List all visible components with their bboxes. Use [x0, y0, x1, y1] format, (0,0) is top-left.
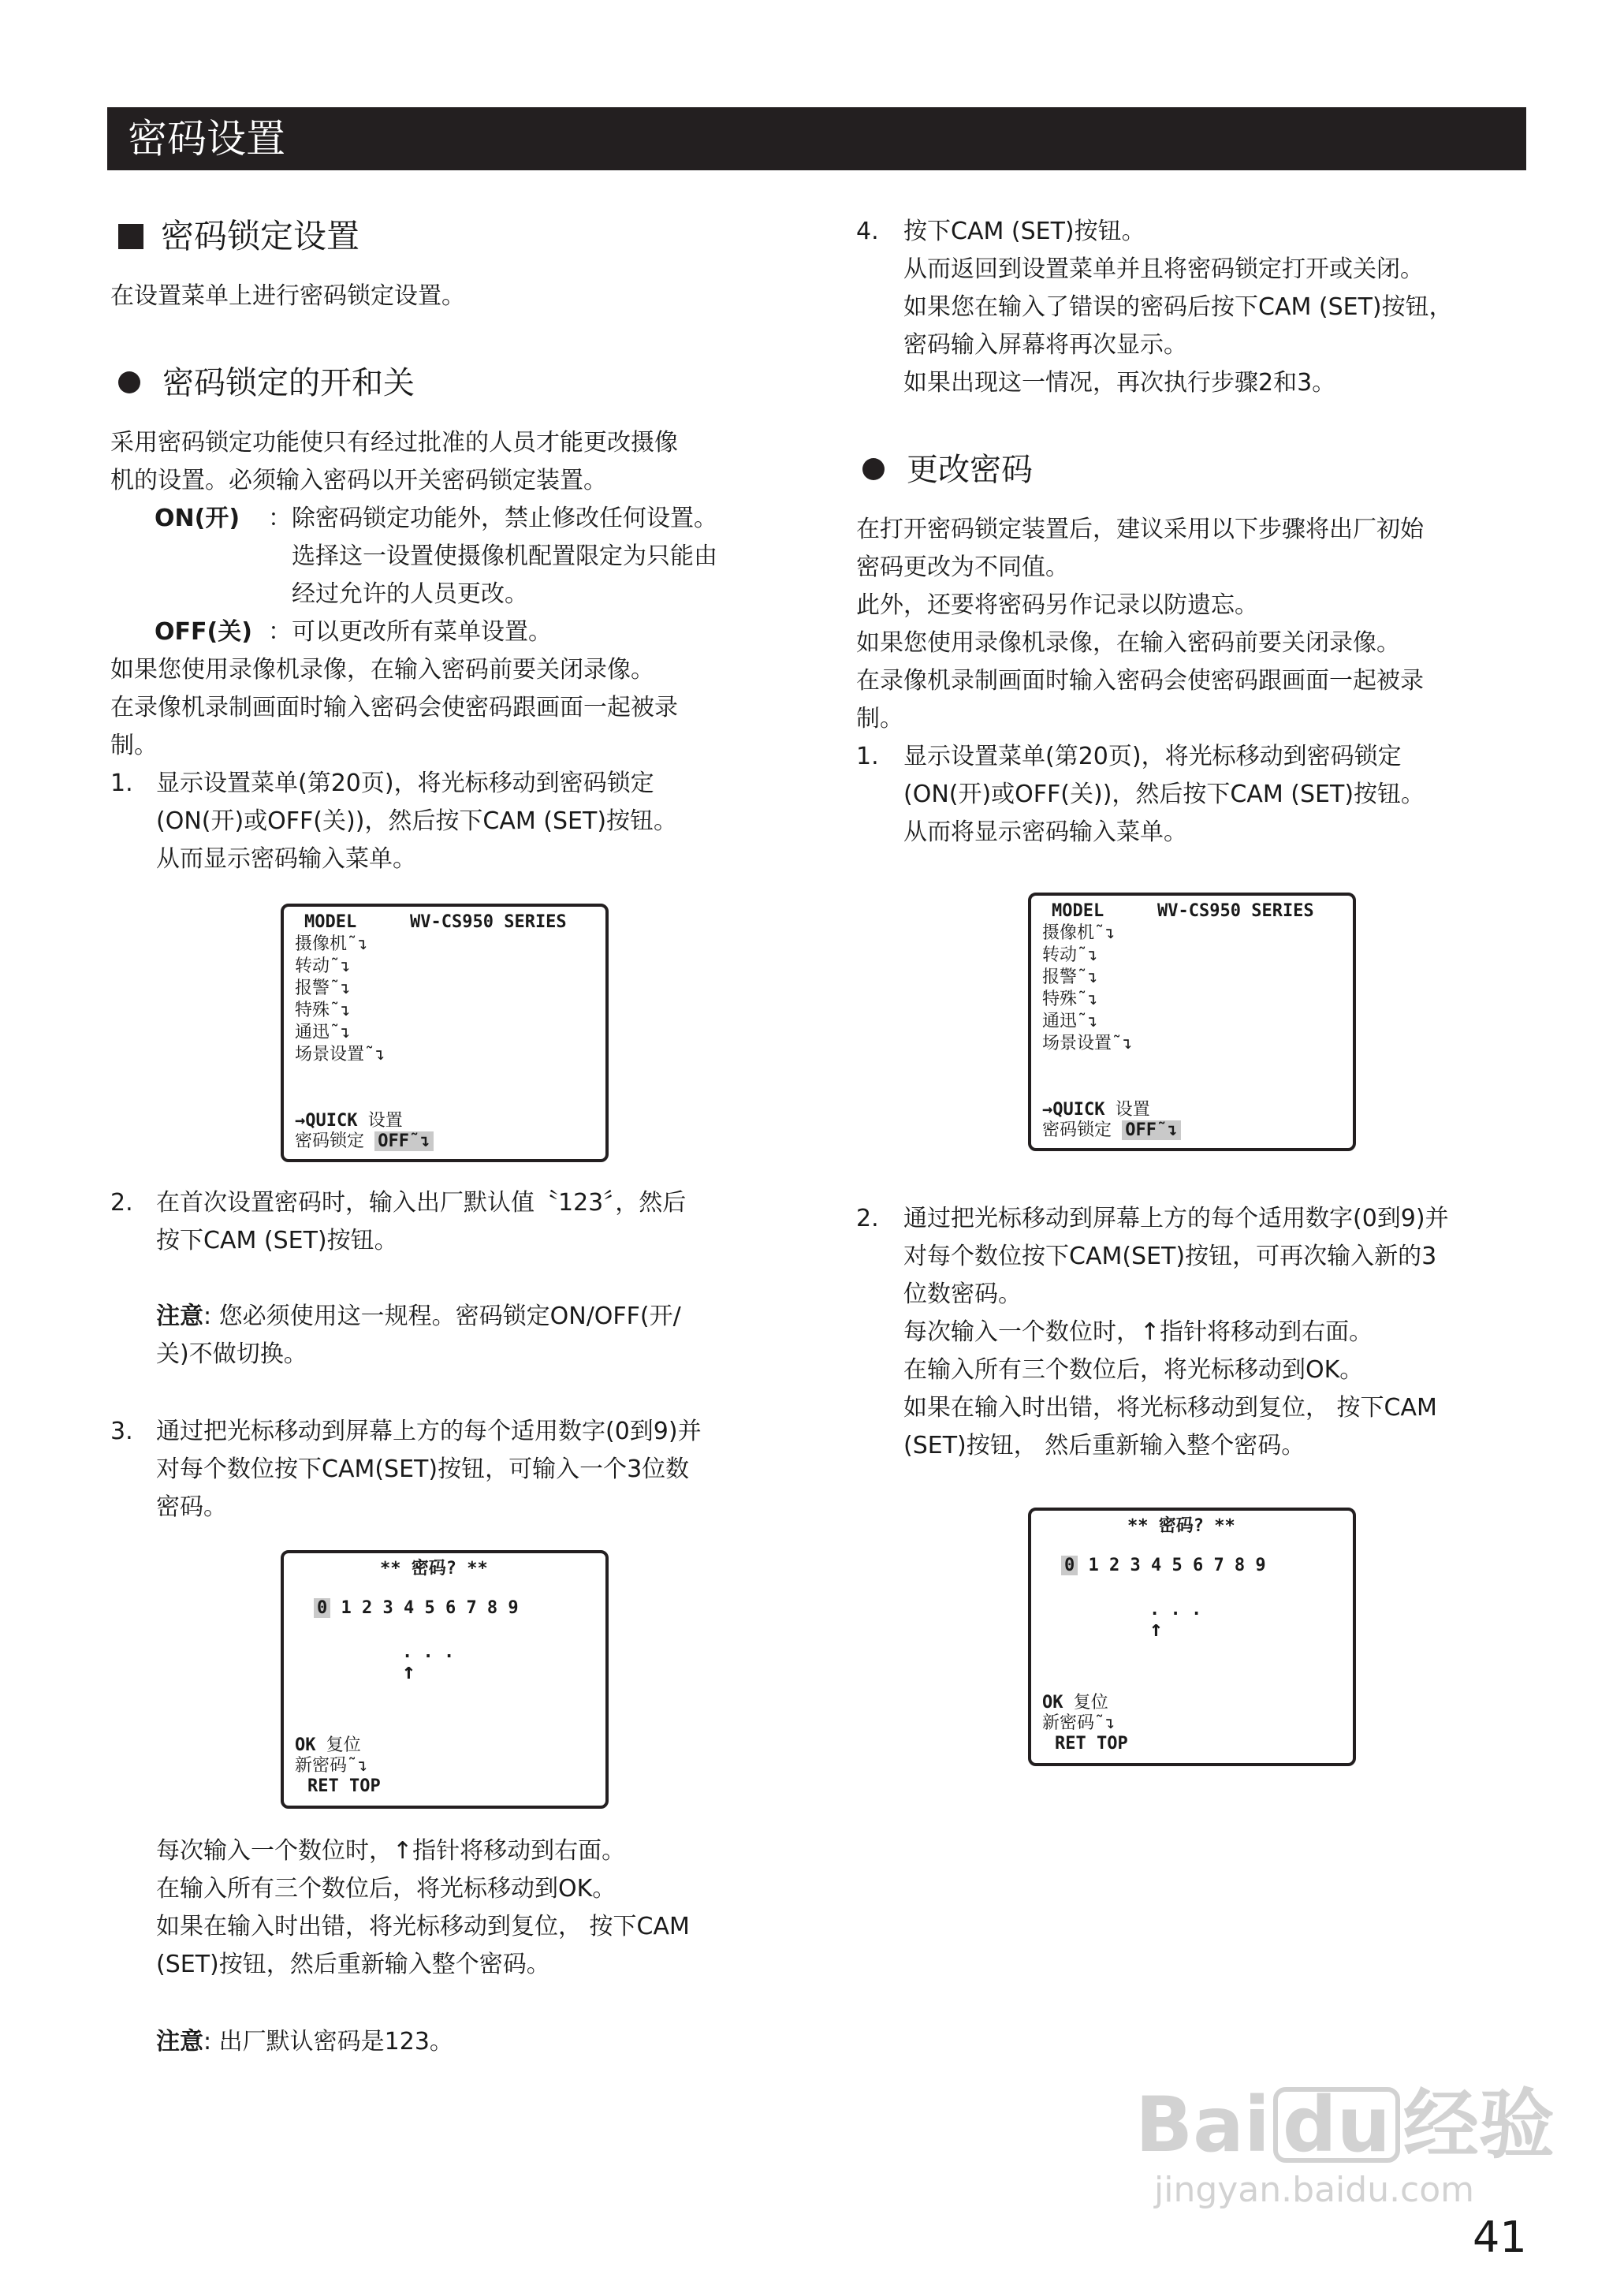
submenu-arrow-icon: ˜↴ — [1157, 1120, 1178, 1140]
para-line: 密码更改为不同值。 — [856, 554, 1069, 581]
baidu-watermark — [1135, 2082, 1555, 2212]
quick-setup: →QUICK 设置 — [295, 1111, 403, 1131]
para-line: 此外，还要将密码另作记录以防遗忘。 — [856, 591, 1258, 619]
selected-digit: 0 — [1061, 1556, 1078, 1575]
step-text: 通过把光标移动到屏幕上方的每个适用数字(0到9)并 — [903, 1205, 1449, 1232]
submenu-arrow-icon: ˜↴ — [364, 1045, 386, 1064]
lock-row: 密码锁定 OFF˜↴ — [295, 1131, 434, 1153]
selected-digit: 0 — [314, 1598, 330, 1618]
step-text: (ON(开)或OFF(关))，然后按下CAM (SET)按钮。 — [903, 781, 1425, 808]
step-text: (ON(开)或OFF(关))，然后按下CAM (SET)按钮。 — [156, 807, 678, 835]
para-line: 在录像机录制画面时输入密码会使密码跟画面一起被录 — [110, 694, 678, 721]
note-line: 关)不做切换。 — [156, 1340, 307, 1368]
step-text: 密码。 — [156, 1493, 227, 1521]
step-text: 对每个数位按下CAM(SET)按钮，可输入一个3位数 — [156, 1456, 690, 1483]
step-text: 显示设置菜单(第20页)，将光标移动到密码锁定 — [156, 770, 654, 797]
after-line: 如果在输入时出错，将光标移动到复位， 按下CAM — [156, 1913, 690, 1940]
off-label: OFF(关) — [155, 618, 252, 646]
section-intro: 在设置菜单上进行密码锁定设置。 — [110, 282, 465, 310]
digit-row: 0 1 2 3 4 5 6 7 8 9 — [314, 1597, 519, 1620]
submenu-arrow-icon: ˜↴ — [347, 934, 368, 954]
header-bar — [107, 107, 1526, 170]
ret-top: RET TOP — [1055, 1734, 1128, 1754]
subsection-title-lock: 密码锁定的开和关 — [118, 361, 415, 405]
submenu-arrow-icon: ˜↴ — [330, 1001, 351, 1020]
section-title: 密码锁定设置 — [118, 213, 359, 260]
ok-reset-row: OK 复位 — [1042, 1693, 1108, 1713]
model-label: MODEL — [1052, 901, 1104, 921]
step-text: 从而返回到设置菜单并且将密码锁定打开或关闭。 — [903, 255, 1424, 283]
para-line: 如果您使用录像机录像，在输入密码前要关闭录像。 — [110, 656, 654, 684]
submenu-arrow-icon: ˜↴ — [1112, 1034, 1133, 1053]
subsection-title-change: 更改密码 — [862, 448, 1033, 492]
submenu-arrow-icon: ˜↴ — [1077, 945, 1098, 965]
step-text: 如果您在输入了错误的密码后按下CAM (SET)按钮， — [903, 293, 1453, 321]
step-text: 按下CAM (SET)按钮。 — [156, 1227, 398, 1254]
menu-item: 特殊˜↴ — [295, 1001, 351, 1020]
after-line: 在输入所有三个数位后，将光标移动到OK。 — [156, 1875, 616, 1903]
step-text: 按下CAM (SET)按钮。 — [903, 218, 1145, 245]
note-line: 注意: 您必须使用这一规程。密码锁定ON/OFF(开/ — [156, 1303, 681, 1330]
para-line: 如果您使用录像机录像，在输入密码前要关闭录像。 — [856, 629, 1400, 657]
model-value: WV-CS950 SERIES — [1157, 901, 1314, 921]
step-text: 每次输入一个数位时，↑指针将移动到右面。 — [903, 1318, 1373, 1346]
on-desc: ：除密码锁定功能外，禁止修改任何设置。 — [268, 505, 717, 532]
menu-item: 报警˜↴ — [295, 978, 351, 998]
menu-item: 场景设置˜↴ — [295, 1045, 386, 1064]
lock-row: 密码锁定 OFF˜↴ — [1042, 1120, 1181, 1142]
step-text: 显示设置菜单(第20页)，将光标移动到密码锁定 — [903, 743, 1402, 770]
menu-item: 场景设置˜↴ — [1042, 1034, 1133, 1053]
round-bullet-icon — [118, 371, 140, 393]
step-text: (SET)按钮， 然后重新输入整个密码。 — [903, 1432, 1306, 1459]
lock-value: OFF — [378, 1131, 410, 1151]
password-screen — [1028, 1508, 1356, 1766]
submenu-arrow-icon: ˜↴ — [1094, 1713, 1116, 1733]
submenu-arrow-icon: ˜↴ — [1077, 1012, 1098, 1031]
para-line: 在录像机录制画面时输入密码会使密码跟画面一起被录 — [856, 667, 1424, 695]
step-text: 从而将显示密码输入菜单。 — [903, 818, 1187, 846]
entered-dots: . . . — [1149, 1600, 1202, 1620]
step-number: 1. — [856, 743, 879, 770]
round-bullet-icon — [862, 458, 885, 480]
menu-screen — [1028, 893, 1356, 1151]
para-line: 制。 — [110, 732, 158, 759]
step-text: 在输入所有三个数位后，将光标移动到OK。 — [903, 1356, 1364, 1384]
step-text: 密码输入屏幕将再次显示。 — [903, 331, 1187, 359]
note-line: 注意: 出厂默认密码是123。 — [156, 2028, 453, 2056]
submenu-arrow-icon: ˜↴ — [347, 1756, 368, 1776]
new-password-row: 新密码˜↴ — [295, 1756, 368, 1776]
submenu-arrow-icon: ˜↴ — [330, 978, 351, 998]
page-title: 密码设置 — [128, 116, 285, 162]
step-number: 3. — [110, 1418, 133, 1445]
model-label: MODEL — [304, 912, 357, 932]
menu-item: 通迅˜↴ — [295, 1023, 351, 1042]
menu-screen — [281, 904, 609, 1162]
submenu-arrow-icon: ˜↴ — [1077, 967, 1098, 987]
model-value: WV-CS950 SERIES — [410, 912, 567, 932]
para-line: 机的设置。必须输入密码以开关密码锁定装置。 — [110, 467, 607, 494]
step-text: 如果出现这一情况，再次执行步骤2和3。 — [903, 369, 1336, 397]
menu-item: 报警˜↴ — [1042, 967, 1098, 987]
menu-item: 摄像机˜↴ — [295, 934, 368, 954]
menu-item: 转动˜↴ — [295, 956, 351, 976]
step-text: 通过把光标移动到屏幕上方的每个适用数字(0到9)并 — [156, 1418, 702, 1445]
page-number: 41 — [1473, 2212, 1527, 2262]
off-desc: ：可以更改所有菜单设置。 — [268, 618, 552, 646]
ok-reset-row: OK 复位 — [295, 1735, 361, 1755]
digit-row: 0 1 2 3 4 5 6 7 8 9 — [1061, 1555, 1266, 1577]
ret-top: RET TOP — [307, 1776, 381, 1796]
step-text: 位数密码。 — [903, 1280, 1022, 1308]
password-title: ** 密码? ** — [380, 1559, 488, 1578]
menu-item: 摄像机˜↴ — [1042, 923, 1116, 943]
after-line: (SET)按钮，然后重新输入整个密码。 — [156, 1951, 550, 1978]
step-text: 对每个数位按下CAM(SET)按钮，可再次输入新的3 — [903, 1243, 1437, 1270]
new-password-row: 新密码˜↴ — [1042, 1713, 1116, 1733]
step-number: 2. — [110, 1189, 133, 1217]
step-number: 2. — [856, 1205, 879, 1232]
cursor-arrow-icon: ↑ — [1149, 1616, 1163, 1642]
watermark-url: jingyan.baidu.com — [1154, 2170, 1475, 2210]
entered-dots: . . . — [402, 1642, 455, 1662]
menu-item: 通迅˜↴ — [1042, 1012, 1098, 1031]
password-title: ** 密码? ** — [1127, 1516, 1235, 1536]
menu-item: 特殊˜↴ — [1042, 990, 1098, 1009]
square-bullet-icon — [118, 224, 143, 249]
step-number: 4. — [856, 218, 879, 245]
step-text: 如果在输入时出错，将光标移动到复位， 按下CAM — [903, 1394, 1437, 1422]
para-line: 在打开密码锁定装置后，建议采用以下步骤将出厂初始 — [856, 516, 1424, 543]
step-text: 从而显示密码输入菜单。 — [156, 845, 416, 873]
submenu-arrow-icon: ˜↴ — [409, 1131, 430, 1151]
para-line: 采用密码锁定功能使只有经过批准的人员才能更改摄像 — [110, 429, 678, 457]
after-line: 每次输入一个数位时，↑指针将移动到右面。 — [156, 1837, 626, 1865]
watermark-logo: Bai du 经验 — [1135, 2081, 1555, 2169]
para-line: 制。 — [856, 705, 903, 732]
submenu-arrow-icon: ˜↴ — [1094, 923, 1116, 943]
on-label: ON(开) — [155, 505, 240, 532]
cursor-arrow-icon: ↑ — [402, 1658, 415, 1684]
submenu-arrow-icon: ˜↴ — [330, 1023, 351, 1042]
on-desc: 经过允许的人员更改。 — [292, 580, 528, 608]
step-number: 1. — [110, 770, 133, 797]
menu-item: 转动˜↴ — [1042, 945, 1098, 965]
step-text: 在首次设置密码时，输入出厂默认值〝123〞，然后 — [156, 1189, 687, 1217]
submenu-arrow-icon: ˜↴ — [1077, 990, 1098, 1009]
lock-value: OFF — [1125, 1120, 1157, 1140]
password-screen — [281, 1550, 609, 1809]
submenu-arrow-icon: ˜↴ — [330, 956, 351, 976]
quick-setup: →QUICK 设置 — [1042, 1100, 1150, 1120]
on-desc: 选择这一设置使摄像机配置限定为只能由 — [292, 542, 717, 570]
